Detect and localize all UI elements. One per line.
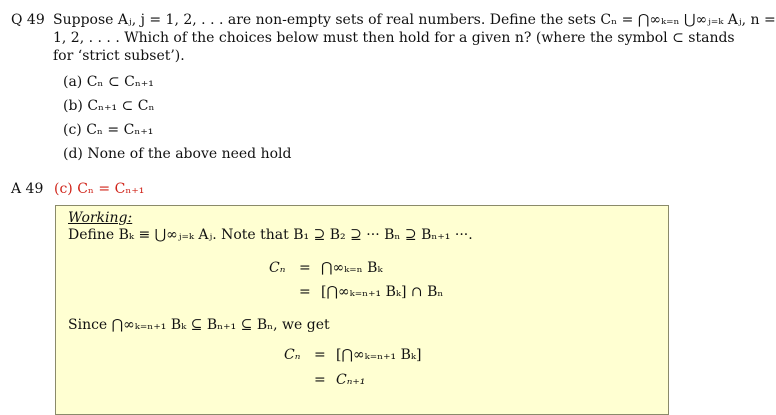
answer-value: (c) Cₙ = Cₙ₊₁: [54, 181, 145, 197]
eq1-rhs2: [⋂∞ₖ₌ₙ₊₁ Bₖ] ∩ Bₙ: [321, 284, 444, 300]
working-since-line: Since ⋂∞ₖ₌ₙ₊₁ Bₖ ⊆ Bₙ₊₁ ⊆ Bₙ, we get: [68, 317, 330, 333]
eq2-lhs: Cₙ: [284, 347, 301, 363]
eq2-rhs2: Cₙ₊₁: [336, 372, 366, 388]
question-text-line-3: for ‘strict subset’).: [53, 48, 185, 64]
option-b: (b) Cₙ₊₁ ⊂ Cₙ: [63, 98, 155, 114]
working-define-line: Define Bₖ ≡ ⋃∞ⱼ₌ₖ Aⱼ. Note that B₁ ⊇ B₂ ⊇ ··· Bₙ ⊇ Bₙ₊₁ ···.: [68, 227, 473, 243]
eq1-rhs1: ⋂∞ₖ₌ₙ Bₖ: [321, 260, 383, 276]
eq2-rel1: =: [314, 347, 326, 363]
eq2-rel2: =: [314, 372, 326, 388]
option-d: (d) None of the above need hold: [63, 146, 292, 162]
working-box: [55, 205, 669, 415]
working-heading: Working:: [68, 210, 133, 226]
option-a: (a) Cₙ ⊂ Cₙ₊₁: [63, 74, 154, 90]
option-c: (c) Cₙ = Cₙ₊₁: [63, 122, 154, 138]
eq1-lhs: Cₙ: [269, 260, 286, 276]
answer-label: A 49: [11, 181, 44, 197]
question-label: Q 49: [11, 12, 45, 28]
eq1-rel1: =: [299, 260, 311, 276]
question-text-line-1: Suppose Aⱼ, j = 1, 2, . . . are non-empty sets of real numbers. Define the sets Cₙ = ⋂∞ₖ₌ₙ ⋃∞ⱼ₌ₖ Aⱼ, n =: [53, 12, 776, 28]
eq1-rel2: =: [299, 284, 311, 300]
question-text-line-2: 1, 2, . . . . Which of the choices below must then hold for a given n? (where the symbol ⊂ stands: [53, 30, 735, 46]
eq2-rhs1: [⋂∞ₖ₌ₙ₊₁ Bₖ]: [336, 347, 422, 363]
